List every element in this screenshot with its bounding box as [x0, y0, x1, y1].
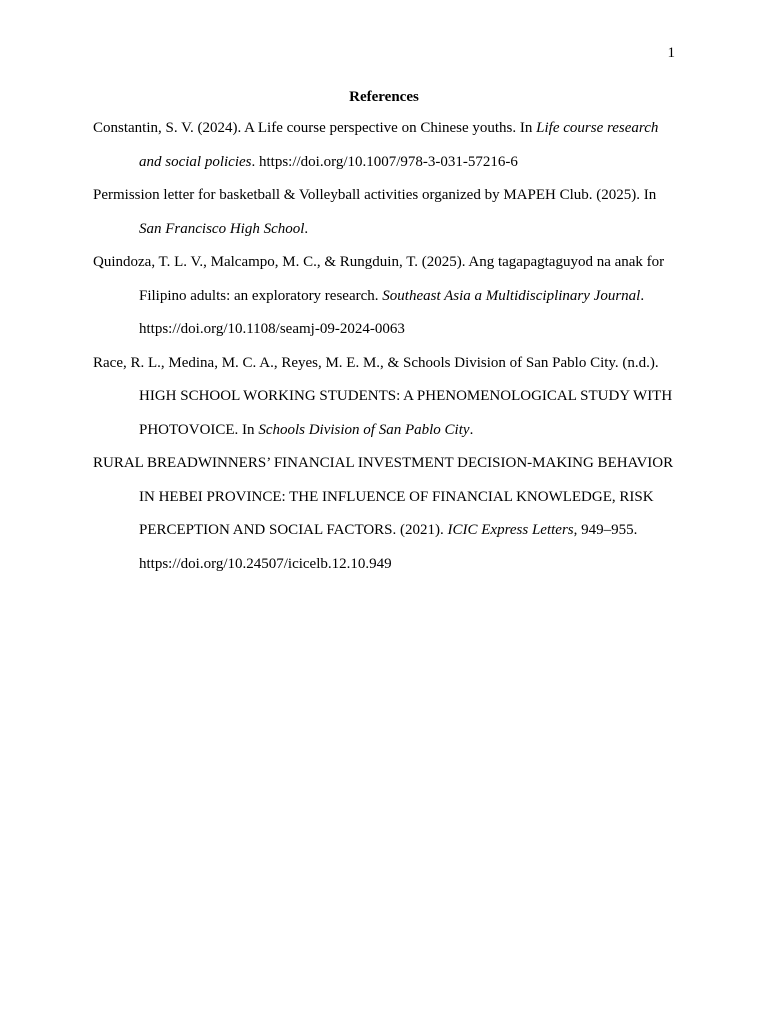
reference-text: Quindoza, T. L. V., Malcampo, M. C., & Rungduin, T. (2025). Ang tagapagtaguyod na anak for Filipino adults: an exploratory research.: [93, 254, 665, 304]
reference-entry: [93, 246, 678, 347]
reference-text-end: .: [469, 421, 474, 438]
reference-text: Race, R. L., Medina, M. C. A., Reyes, M. E. M., & Schools Division of San Pablo City. (n.d.). HIGH SCHOOL WORKING STUDENTS: A PHENOMENOLOGICAL STUDY WITH PHOTOVOICE. In: [93, 354, 673, 438]
reference-entry: [93, 179, 678, 246]
reference-entry: [93, 112, 678, 179]
reference-entry: [93, 347, 678, 448]
reference-source: Southeast Asia a Multidisciplinary Journal: [382, 287, 641, 304]
reference-text-end: . https://doi.org/10.1007/978-3-031-57216-6: [251, 153, 518, 170]
reference-text: Constantin, S. V. (2024). A Life course perspective on Chinese youths. In: [93, 120, 537, 136]
page-title: References: [349, 89, 419, 105]
reference-text-end: . https://doi.org/10.1108/seamj-09-2024-0063: [139, 287, 645, 337]
reference-source: Schools Division of San Pablo City: [258, 421, 470, 438]
reference-entry: [93, 447, 678, 581]
reference-text-end: .: [304, 220, 309, 237]
page-number: 1: [667, 45, 675, 61]
reference-text: RURAL BREADWINNERS’ FINANCIAL INVESTMENT DECISION-MAKING BEHAVIOR IN HEBEI PROVINCE: THE INFLUENCE OF FINANCIAL KNOWLEDGE, RISK PERCEPTION AND SOCIAL FACTORS. (2021).: [93, 455, 674, 538]
reference-source: San Francisco High School: [139, 220, 305, 237]
reference-list: [93, 112, 678, 581]
reference-source: Life course research and social policies: [139, 120, 659, 170]
reference-source: ICIC Express Letters: [447, 522, 574, 538]
reference-text-end: , 949–955. https://doi.org/10.24507/icicelb.12.10.949: [139, 522, 638, 572]
reference-text: Permission letter for basketball & Volleyball activities organized by MAPEH Club. (2025). In: [93, 187, 657, 203]
